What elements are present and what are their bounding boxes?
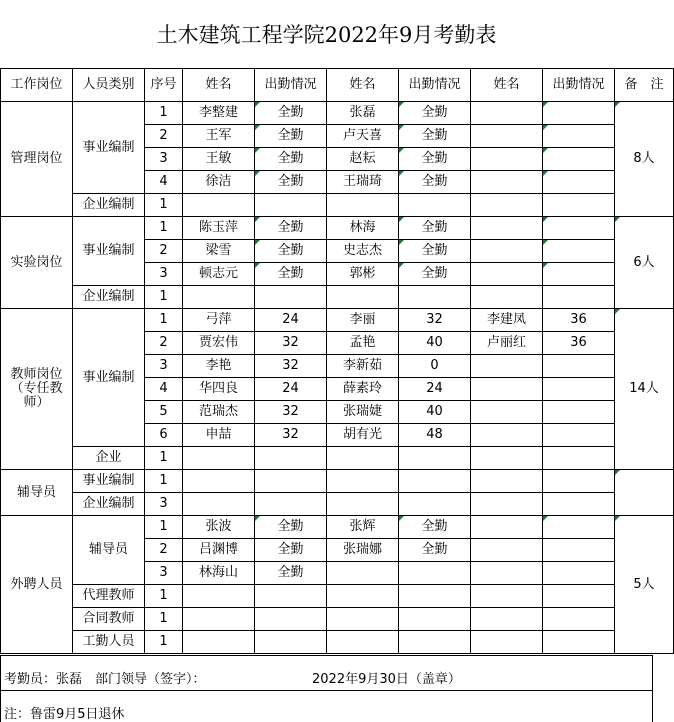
table-row [1,470,674,493]
name-cell [471,171,543,194]
attendance-cell [255,286,327,309]
attendance-cell [399,562,471,585]
attendance-cell: 全勤 [255,125,327,148]
name-cell [327,286,399,309]
attendance-cell: 全勤 [255,102,327,125]
header-post: 工作岗位 [1,69,73,102]
seq-cell: 1 [145,309,183,332]
category-cell: 企业 [73,447,145,470]
remark-cell: 6人 [615,217,674,309]
attendance-cell [543,516,615,539]
name-cell [471,424,543,447]
name-cell [183,286,255,309]
attendance-cell: 32 [255,355,327,378]
name-cell: 梁雪 [183,240,255,263]
name-cell [471,194,543,217]
category-cell: 事业编制 [73,217,145,286]
attendance-cell [399,194,471,217]
seq-cell: 3 [145,355,183,378]
attendance-cell [255,447,327,470]
header-seq: 序号 [145,69,183,102]
attendance-cell: 24 [399,378,471,401]
seq-cell: 2 [145,539,183,562]
footer-left-border [0,655,1,722]
seq-cell: 5 [145,401,183,424]
attendance-cell [543,401,615,424]
attendance-cell: 全勤 [399,516,471,539]
name-cell: 胡有光 [327,424,399,447]
seq-cell: 2 [145,125,183,148]
attendance-cell: 32 [255,424,327,447]
remark-cell: 8人 [615,102,674,217]
footer-right-border [652,655,653,722]
attendance-cell [255,493,327,516]
name-cell [471,401,543,424]
name-cell [471,286,543,309]
name-cell: 范瑞杰 [183,401,255,424]
seq-cell: 1 [145,631,183,654]
attendance-cell [255,470,327,493]
attendance-cell [543,263,615,286]
attendance-cell: 全勤 [255,539,327,562]
category-cell: 企业编制 [73,493,145,516]
attendance-cell [543,608,615,631]
attendance-cell [399,585,471,608]
name-cell [183,585,255,608]
name-cell: 李丽 [327,309,399,332]
attendance-cell: 36 [543,332,615,355]
name-cell: 陈玉萍 [183,217,255,240]
footer-note: 注：鲁雷9月5日退休 [4,707,125,722]
name-cell: 赵耘 [327,148,399,171]
attendance-cell: 40 [399,332,471,355]
seq-cell: 1 [145,608,183,631]
name-cell: 王军 [183,125,255,148]
category-cell: 事业编制 [73,309,145,447]
attendance-cell: 32 [255,332,327,355]
name-cell [327,631,399,654]
attendance-cell [543,171,615,194]
seq-cell: 1 [145,286,183,309]
name-cell: 张瑞娜 [327,539,399,562]
table-row [1,493,674,516]
seq-cell: 1 [145,470,183,493]
name-cell [327,470,399,493]
attendance-cell [543,194,615,217]
header-name-2: 姓名 [327,69,399,102]
name-cell: 张辉 [327,516,399,539]
attendance-cell [399,608,471,631]
attendance-cell: 全勤 [399,148,471,171]
name-cell: 史志杰 [327,240,399,263]
attendance-cell [399,286,471,309]
attendance-cell [399,631,471,654]
name-cell [471,125,543,148]
seq-cell: 1 [145,516,183,539]
post-external: 外聘人员 [1,516,73,654]
name-cell [327,493,399,516]
name-cell [471,263,543,286]
footer-date: 2022年9月30日（盖章） [312,672,461,687]
attendance-cell [255,194,327,217]
name-cell: 王敏 [183,148,255,171]
header-remark: 备 注 [615,69,674,102]
attendance-cell: 24 [255,378,327,401]
table-row [1,585,674,608]
name-cell [327,447,399,470]
attendance-cell [543,355,615,378]
attendance-cell [543,539,615,562]
name-cell: 王瑞琦 [327,171,399,194]
name-cell: 李新茹 [327,355,399,378]
attendance-cell [543,217,615,240]
footer-divider [0,690,653,691]
attendance-cell [543,148,615,171]
attendance-cell: 40 [399,401,471,424]
seq-cell: 2 [145,332,183,355]
table-row [1,631,674,654]
name-cell: 贾宏伟 [183,332,255,355]
attendance-cell [543,631,615,654]
name-cell [471,240,543,263]
attendance-cell: 全勤 [399,240,471,263]
name-cell: 薛素玲 [327,378,399,401]
name-cell [471,148,543,171]
name-cell [471,562,543,585]
name-cell: 林海 [327,217,399,240]
attendance-cell [399,493,471,516]
name-cell: 孟艳 [327,332,399,355]
name-cell: 林海山 [183,562,255,585]
attendance-cell: 48 [399,424,471,447]
seq-cell: 3 [145,562,183,585]
attendance-cell: 全勤 [399,171,471,194]
name-cell [183,194,255,217]
name-cell [327,562,399,585]
attendance-cell [543,125,615,148]
name-cell [327,608,399,631]
table-row [1,447,674,470]
seq-cell: 6 [145,424,183,447]
footer-top-border [0,655,653,656]
attendance-cell: 全勤 [399,125,471,148]
category-cell: 辅导员 [73,516,145,585]
name-cell: 张波 [183,516,255,539]
attendance-cell: 全勤 [399,263,471,286]
name-cell [471,378,543,401]
attendance-cell: 32 [399,309,471,332]
name-cell [471,631,543,654]
name-cell: 张瑞婕 [327,401,399,424]
name-cell [327,585,399,608]
attendance-cell [543,378,615,401]
name-cell: 李整建 [183,102,255,125]
table-row [1,286,674,309]
table-row [1,608,674,631]
name-cell [471,355,543,378]
name-cell: 弓萍 [183,309,255,332]
remark-cell [615,470,674,516]
category-cell: 代理教师 [73,585,145,608]
attendance-cell [399,470,471,493]
seq-cell: 3 [145,148,183,171]
name-cell [471,217,543,240]
attendance-table [0,68,674,654]
header-attendance-2: 出勤情况 [399,69,471,102]
name-cell [183,608,255,631]
attendance-cell: 32 [255,401,327,424]
header-category: 人员类别 [73,69,145,102]
name-cell [471,493,543,516]
category-cell: 合同教师 [73,608,145,631]
attendance-cell [255,585,327,608]
seq-cell: 2 [145,240,183,263]
attendance-cell [543,470,615,493]
remark-cell: 5人 [615,516,674,654]
sheet-title: 土木建筑工程学院2022年9月考勤表 [156,23,497,47]
attendance-cell [543,240,615,263]
category-cell: 事业编制 [73,102,145,194]
post-management: 管理岗位 [1,102,73,217]
seq-cell: 1 [145,217,183,240]
seq-cell: 1 [145,447,183,470]
table-row [1,516,674,539]
footer-signers: 考勤员：张磊 部门领导（签字）： [4,672,206,687]
name-cell: 张磊 [327,102,399,125]
name-cell [471,539,543,562]
seq-cell: 1 [145,102,183,125]
table-row [1,309,674,332]
attendance-cell [543,562,615,585]
attendance-cell [543,493,615,516]
name-cell: 卢丽红 [471,332,543,355]
name-cell [471,470,543,493]
attendance-cell: 全勤 [255,217,327,240]
post-counselor: 辅导员 [1,470,73,516]
attendance-cell [255,608,327,631]
attendance-cell: 全勤 [255,562,327,585]
name-cell: 吕渊博 [183,539,255,562]
attendance-cell: 24 [255,309,327,332]
name-cell [327,194,399,217]
attendance-cell: 全勤 [399,102,471,125]
name-cell [471,102,543,125]
attendance-cell: 全勤 [399,539,471,562]
seq-cell: 1 [145,194,183,217]
name-cell [471,447,543,470]
name-cell: 卢天喜 [327,125,399,148]
category-cell: 事业编制 [73,470,145,493]
category-cell: 企业编制 [73,286,145,309]
attendance-cell: 全勤 [399,217,471,240]
attendance-cell: 全勤 [255,516,327,539]
attendance-cell [543,102,615,125]
name-cell: 徐洁 [183,171,255,194]
name-cell: 李艳 [183,355,255,378]
name-cell [471,608,543,631]
seq-cell: 1 [145,585,183,608]
header-name-1: 姓名 [183,69,255,102]
attendance-cell [399,447,471,470]
attendance-cell [255,631,327,654]
name-cell: 顿志元 [183,263,255,286]
attendance-cell: 全勤 [255,263,327,286]
seq-cell: 3 [145,263,183,286]
attendance-cell: 36 [543,309,615,332]
category-cell: 工勤人员 [73,631,145,654]
name-cell [183,631,255,654]
header-attendance-3: 出勤情况 [543,69,615,102]
name-cell [471,516,543,539]
header-name-3: 姓名 [471,69,543,102]
header-attendance-1: 出勤情况 [255,69,327,102]
remark-cell: 14人 [615,309,674,470]
header-row [1,69,674,102]
name-cell [183,470,255,493]
name-cell [471,585,543,608]
post-teacher: 教师岗位（专任教师） [1,309,73,470]
seq-cell: 4 [145,378,183,401]
name-cell: 申喆 [183,424,255,447]
attendance-cell [543,585,615,608]
name-cell [183,447,255,470]
attendance-cell: 全勤 [255,240,327,263]
attendance-cell [543,424,615,447]
name-cell: 李建凤 [471,309,543,332]
name-cell [183,493,255,516]
table-row [1,217,674,240]
table-row [1,194,674,217]
seq-cell: 3 [145,493,183,516]
name-cell: 郭彬 [327,263,399,286]
attendance-cell [543,286,615,309]
post-lab: 实验岗位 [1,217,73,309]
seq-cell: 4 [145,171,183,194]
attendance-cell: 0 [399,355,471,378]
attendance-cell [543,447,615,470]
name-cell: 华四良 [183,378,255,401]
attendance-cell: 全勤 [255,171,327,194]
category-cell: 企业编制 [73,194,145,217]
attendance-cell: 全勤 [255,148,327,171]
table-row [1,102,674,125]
